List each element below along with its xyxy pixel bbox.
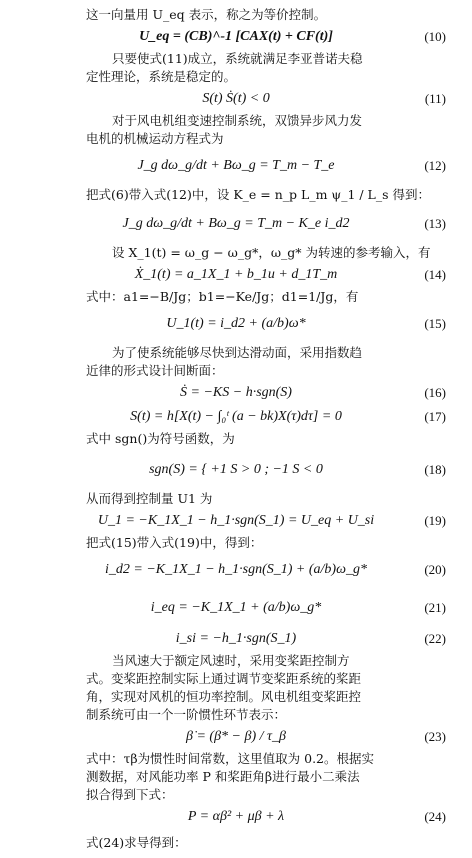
equation-number: (21) [424, 600, 446, 615]
equation-10 [86, 26, 446, 48]
text-line: 把式(6)带入式(12)中，设 K_e = n_p L_m ψ_1 / L_s 得到： [86, 187, 431, 202]
equation-11 [86, 88, 446, 110]
equation-expr: U_1 = −K_1X_1 − h_1·sgn(S_1) = U_eq + U_si [97, 513, 375, 528]
equation-22 [86, 628, 446, 650]
equation-number: (17) [424, 409, 446, 424]
equation-number: (23) [424, 729, 446, 744]
text-line: 从而得到控制量 U1 为 [86, 491, 213, 506]
text-line: 测数据，对风能功率 P 和桨距角β进行最小二乘法 [86, 769, 360, 784]
text-line: 这一向量用 U_eq 表示，称之为等价控制。 [86, 7, 327, 22]
text-line: 为了使系统能够尽快到达滑动面，采用指数趋 [112, 345, 363, 360]
equation-number: (16) [424, 385, 446, 400]
equation-number: (13) [424, 216, 446, 231]
equation-expr: J_g dω_g/dt + Bω_g = T_m − T_e [137, 158, 335, 173]
equation-12 [86, 148, 446, 184]
equation-number: (24) [424, 809, 446, 824]
equation-expr: S(t) = h[X(t) − ∫₀ᵗ (a − bk)X(τ)dτ] = 0 [130, 409, 342, 424]
text-line: 电机的机械运动方程式为 [86, 131, 224, 146]
equation-expr: U_1(t) = i_d2 + (a/b)ω* [166, 316, 306, 331]
equation-expr: U_eq = (CB)^-1 [CAX(t) + CF(t)] [139, 29, 333, 44]
text-line: 定性理论，系统是稳定的。 [86, 69, 237, 84]
equation-expr: P = αβ² + μβ + λ [187, 809, 285, 824]
equation-15 [86, 306, 446, 342]
equation-number: (12) [424, 158, 446, 173]
equation-number: (14) [424, 267, 446, 282]
text-line: 对于风电机组变速控制系统，双馈异步风力发 [112, 113, 363, 128]
equation-13 [86, 206, 446, 242]
equation-expr: Ṡ = −KS − h·sgn(S) [180, 385, 292, 400]
text-line: 式。变桨距控制实际上通过调节变桨距系统的桨距 [86, 671, 362, 686]
equation-20 [86, 552, 446, 588]
equation-17 [86, 406, 446, 428]
text-line: 只要使式(11)成立，系统就满足李亚普诺夫稳 [112, 51, 363, 66]
equation-14 [86, 264, 446, 286]
equation-number: (19) [424, 513, 446, 528]
equation-expr: sgn(S) = { +1 S > 0 ; −1 S < 0 [149, 462, 323, 477]
text-line: 设 X_1(t) = ω_g − ω_g*，ω_g* 为转速的参考输入，有 [112, 245, 431, 260]
equation-expr: i_eq = −K_1X_1 + (a/b)ω_g* [150, 600, 322, 615]
equation-expr: i_si = −h_1·sgn(S_1) [175, 631, 297, 646]
text-line: 当风速大于额定风速时，采用变桨距控制方 [112, 653, 350, 668]
equation-expr: J_g dω_g/dt + Bω_g = T_m − K_e i_d2 [122, 216, 350, 231]
text-line: 式中：τβ为惯性时间常数，这里值取为 0.2。根据实 [86, 751, 374, 766]
equation-18 [86, 448, 446, 492]
text-line: 把式(15)带入式(19)中，得到： [86, 535, 263, 550]
equation-number: (15) [424, 316, 446, 331]
text-line: 拟合得到下式： [86, 787, 174, 802]
equation-expr: Ẋ_1(t) = a_1X_1 + b_1u + d_1T_m [134, 267, 338, 282]
equation-expr: S(t) Ṡ(t) < 0 [202, 91, 270, 106]
text-line: 近律的形式设计间断面： [86, 363, 224, 378]
text-line: 角，实现对风机的恒功率控制。风电机组变桨距控 [86, 689, 362, 704]
text-line: 制系统可由一个一阶惯性环节表示： [86, 707, 287, 722]
equation-expr: β̇ = (β* − β) / τ_β [185, 729, 286, 744]
equation-expr: i_d2 = −K_1X_1 − h_1·sgn(S_1) + (a/b)ω_g* [105, 562, 367, 577]
equation-19 [86, 510, 446, 532]
equation-23 [86, 726, 446, 748]
equation-number: (11) [424, 91, 446, 106]
equation-number: (20) [424, 562, 446, 577]
equation-number: (10) [424, 29, 446, 44]
equation-24 [86, 806, 446, 828]
text-line: 式中：a1=−B/Jg；b1=−Ke/Jg；d1=1/Jg，有 [86, 289, 359, 304]
equation-number: (22) [424, 631, 446, 646]
equation-number: (18) [424, 462, 446, 477]
equation-21 [86, 590, 446, 626]
text-line: 式(24)求导得到： [86, 835, 187, 850]
equation-16 [86, 382, 446, 404]
text-line: 式中 sgn()为符号函数，为 [86, 431, 235, 446]
